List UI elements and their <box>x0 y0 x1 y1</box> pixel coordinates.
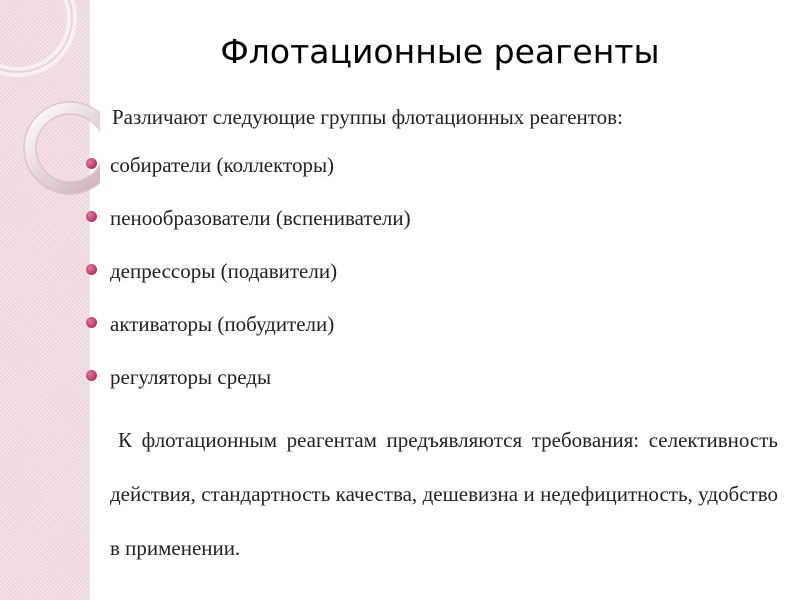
requirements-text: К флотационным реагентам предъявляются требования: селективность действия, стандартность качества, дешевизна и недефицитность, удобство в применении. <box>110 428 778 560</box>
page-title: Флотационные реагенты <box>220 32 660 71</box>
list-item <box>110 197 778 250</box>
round-bullet-icon <box>86 317 97 328</box>
bullet-list <box>110 144 778 409</box>
list-item-text: регуляторы среды <box>110 365 272 389</box>
round-bullet-icon <box>86 211 97 222</box>
list-item-text: депрессоры (подавители) <box>110 259 338 283</box>
intro-text: Различают следующие группы флотационных реагентов: <box>112 105 623 129</box>
requirements-paragraph <box>110 413 778 575</box>
slide-content <box>110 96 778 575</box>
list-item-text: пенообразователи (вспениватели) <box>110 206 411 230</box>
list-item-text: активаторы (побудители) <box>110 312 335 336</box>
ring-decoration-icon <box>0 0 100 600</box>
list-item-text: собиратели (коллекторы) <box>110 153 335 177</box>
round-bullet-icon <box>86 158 97 169</box>
list-item <box>110 250 778 303</box>
list-item <box>110 303 778 356</box>
list-item <box>110 144 778 197</box>
list-item <box>110 356 778 409</box>
round-bullet-icon <box>86 264 97 275</box>
round-bullet-icon <box>86 370 97 381</box>
